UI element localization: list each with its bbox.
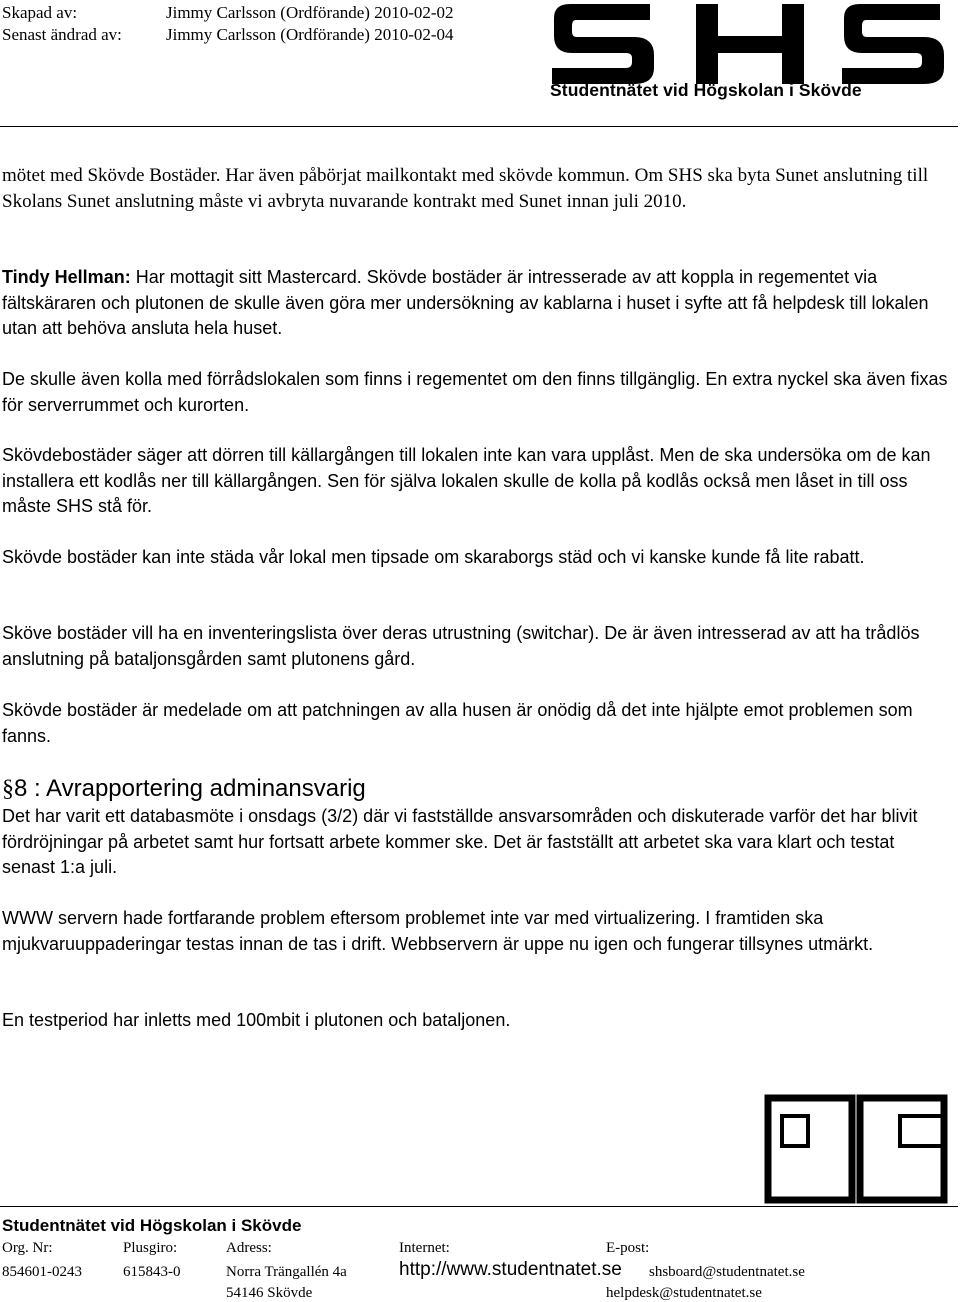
- footer-org-name: Studentnätet vid Högskolan i Skövde: [2, 1216, 302, 1235]
- header-divider: [0, 126, 958, 127]
- changed-value: Jimmy Carlsson (Ordförande) 2010-02-04: [166, 25, 454, 44]
- paragraph-9: WWW servern hade fortfarande problem eftersom problemet inte var med virtualizering. I framtiden ska mjukvaruuppaderingar testas innan de tas i drift. Webbservern är uppe nu igen och fungerar tillsynes utmärkt.: [2, 908, 874, 954]
- paragraph-7: Skövde bostäder är medelade om att patchningen av alla husen är onödig då det inte hjälpte emot problemen som fanns.: [2, 700, 913, 746]
- footer-divider: [0, 1206, 958, 1207]
- footer-email-helpdesk[interactable]: helpdesk@studentnatet.se: [606, 1285, 762, 1301]
- paragraph-5: Skövde bostäder kan inte städa vår lokal men tipsade om skaraborgs städ och vi kanske kunde få lite rabatt.: [2, 547, 865, 567]
- footer-website-link[interactable]: http://www.studentnatet.se: [399, 1259, 622, 1280]
- paragraph-4: Skövdebostäder säger att dörren till källargången till lokalen inte kan vara upplåst. Men de ska undersöka om de kan installera ett kodlås ner till källargången. Sen för själva lokalen skulle de kolla på kodlås också men låset in till oss måste SHS stå för.: [2, 445, 931, 516]
- footer-logo-mark: [764, 1094, 960, 1206]
- paragraph-2-a: Har mottagit sitt Mastercard.: [130, 267, 362, 287]
- paragraph-2: [2, 265, 950, 342]
- footer-internet-label: Internet:: [399, 1240, 450, 1256]
- section-symbol: §: [2, 776, 14, 802]
- section-title: 8 : Avrapportering adminansvarig: [14, 775, 366, 802]
- logo-tagline: Studentnätet vid Högskolan i Skövde: [550, 80, 862, 100]
- footer-email-board[interactable]: shsboard@studentnatet.se: [649, 1264, 805, 1280]
- footer-plusgiro-label: Plusgiro:: [123, 1240, 178, 1256]
- paragraph-3: De skulle även kolla med förrådslokalen som finns i regementet om den finns tillgänglig. En extra nyckel ska även fixas för serverrummet och kurorten.: [2, 369, 948, 415]
- footer-address-line1: Norra Trängallén 4a: [226, 1264, 347, 1280]
- paragraph-2-b: Skövde bostäder är intresserade av att koppla in regementet via fältskäraren och plutonen de skulle även göra mer undersökning av kablarna i huset i syfte att få helpdesk till lokalen utan att behöva ansluta hela huset.: [2, 267, 929, 338]
- footer-address-label: Adress:: [226, 1240, 272, 1256]
- footer-org-label: Org. Nr:: [2, 1240, 53, 1256]
- section-heading: [2, 774, 366, 804]
- created-value: Jimmy Carlsson (Ordförande) 2010-02-02: [166, 3, 454, 22]
- created-label: Skapad av:: [2, 3, 78, 22]
- paragraph-1: mötet med Skövde Bostäder. Har även påbörjat mailkontakt med skövde kommun. Om SHS ska byta Sunet anslutning till Skolans Sunet anslutning måste vi avbryta nuvarande kontrakt med Sunet innan juli 2010.: [2, 165, 929, 212]
- paragraph-10: En testperiod har inletts med 100mbit i plutonen och bataljonen.: [2, 1010, 511, 1030]
- footer-email-label: E-post:: [606, 1240, 650, 1256]
- shs-logo: [546, 0, 960, 104]
- footer-org-nr: 854601-0243: [2, 1264, 82, 1280]
- footer-plusgiro: 615843-0: [123, 1264, 181, 1280]
- changed-label: Senast ändrad av:: [2, 25, 122, 44]
- footer-address-line2: 54146 Skövde: [226, 1285, 313, 1301]
- person-name: Tindy Hellman:: [2, 267, 131, 287]
- paragraph-8: Det har varit ett databasmöte i onsdags (3/2) där vi fastställde ansvarsområden och diskuterade varför det har blivit fördröjningar på arbetet samt hur fortsatt arbete kommer ske. Det är fastställt att arbetet ska vara klart och testat senast 1:a juli.: [2, 806, 918, 877]
- paragraph-6: Sköve bostäder vill ha en inventeringslista över deras utrustning (switchar). De är även intresserad av att ha trådlös anslutning på bataljonsgården samt plutonens gård.: [2, 623, 920, 669]
